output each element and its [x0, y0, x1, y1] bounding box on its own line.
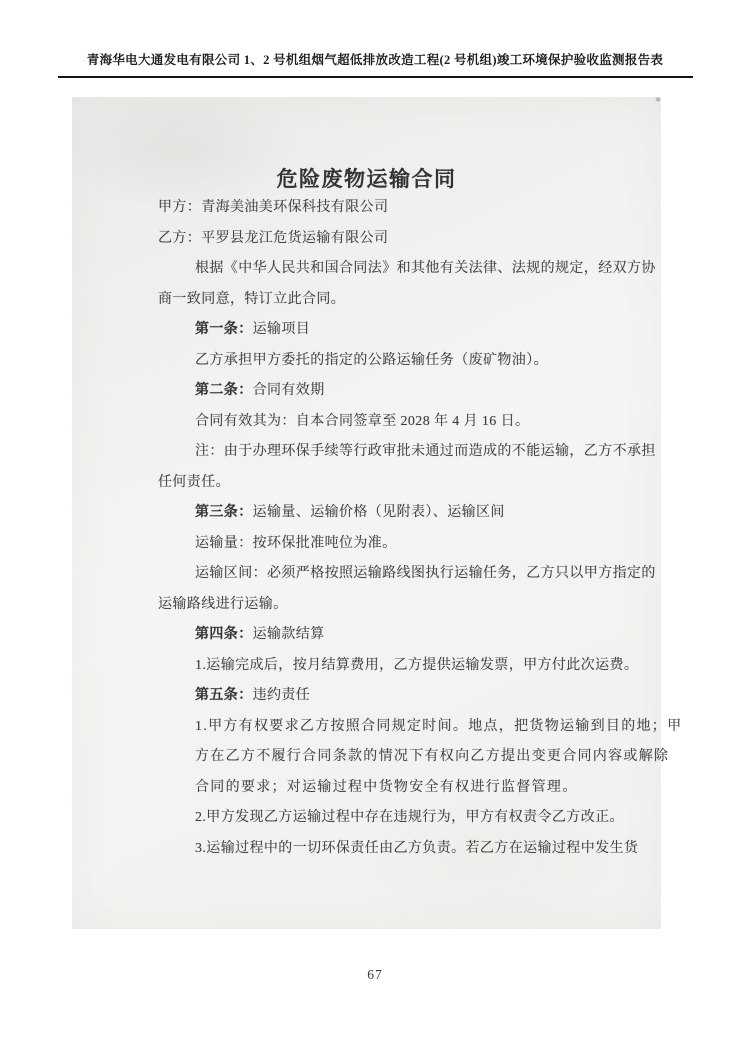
line-text: 运输量、运输价格（见附表）、运输区间: [252, 505, 505, 520]
contract-line: [158, 468, 658, 499]
contract-line: [158, 712, 683, 743]
contract-line: [158, 254, 658, 285]
line-text: 1.运输完成后，按月结算费用，乙方提供运输发票，甲方付此次运费。: [195, 657, 639, 673]
contract-line: [158, 407, 658, 438]
line-text: 合同的要求；对运输过程中货物安全有权进行监督管理。: [195, 779, 578, 795]
line-text: 运输款结算: [252, 627, 325, 642]
line-text: 根据《中华人民共和国合同法》和其他有关法律、法规的规定，经双方协: [195, 261, 656, 276]
line-text: 甲方：青海美油美环保科技有限公司: [158, 200, 389, 215]
line-text: 乙方：平罗县龙江危货运输有限公司: [158, 230, 389, 246]
line-text: 3.运输过程中的一切环保责任由乙方负责。若乙方在运输过程中发生货: [195, 840, 639, 856]
contract-line: [158, 559, 658, 590]
line-text: 合同有效期: [252, 383, 325, 398]
line-text: 商一致同意，特订立此合同。: [158, 291, 346, 307]
scanned-contract-page: [72, 97, 683, 929]
line-bold-part: 第二条：: [195, 383, 253, 398]
report-header-title: 青海华电大通发电有限公司 1、2 号机组烟气超低排放改造工程(2 号机组)竣工环境保护验收监测报告表: [86, 53, 664, 67]
line-text: 注：由于办理环保手续等行政审批未通过而造成的不能运输，乙方不承担: [195, 444, 656, 459]
contract-line: [158, 224, 658, 255]
line-bold-part: 第五条：: [195, 688, 253, 703]
header-divider: [58, 76, 693, 78]
contract-line-article-5: [158, 681, 658, 712]
line-text: 违约责任: [252, 688, 311, 703]
page-number: 67: [367, 967, 383, 982]
line-text: 合同有效其为：自本合同签章至 2028 年 4 月 16 日。: [195, 413, 530, 429]
contract-line: [158, 803, 658, 834]
line-text: 运输项目: [252, 322, 311, 337]
line-text: 运输路线进行运输。: [158, 596, 288, 612]
contract-body: [158, 193, 683, 864]
line-text: 运输量：按环保批准吨位为准。: [195, 535, 397, 551]
contract-line-article-1: [158, 315, 658, 346]
line-text: 乙方承担甲方委托的指定的公路运输任务（废矿物油）。: [195, 352, 548, 368]
line-text: 任何责任。: [158, 474, 230, 490]
contract-line-article-2: [158, 376, 658, 407]
contract-line: [158, 742, 670, 773]
line-text: 方在乙方不履行合同条款的情况下有权向乙方提出变更合同内容或解除: [195, 749, 670, 764]
contract-line: [158, 193, 658, 224]
line-bold-part: 第一条：: [195, 322, 253, 337]
contract-line-article-4: [158, 620, 658, 651]
contract-line: [158, 529, 658, 560]
contract-line-article-3: [158, 498, 658, 529]
line-bold-part: 第四条：: [195, 627, 253, 642]
contract-line: [158, 651, 658, 682]
contract-line: [158, 834, 658, 865]
line-text: 2.甲方发现乙方运输过程中存在违规行为，甲方有权责令乙方改正。: [195, 810, 624, 825]
contract-line: [158, 285, 658, 316]
line-text: 1.甲方有权要求乙方按照合同规定时间。地点，把货物运输到目的地；甲: [195, 718, 683, 734]
contract-line: [158, 346, 658, 377]
contract-line: [158, 437, 658, 468]
line-bold-part: 第三条：: [195, 505, 253, 520]
contract-line: [158, 773, 658, 804]
line-text: 运输区间：必须严格按照运输路线图执行运输任务，乙方只以甲方指定的: [195, 566, 656, 581]
contract-line: [158, 590, 658, 621]
contract-title: 危险废物运输合同: [276, 167, 457, 191]
